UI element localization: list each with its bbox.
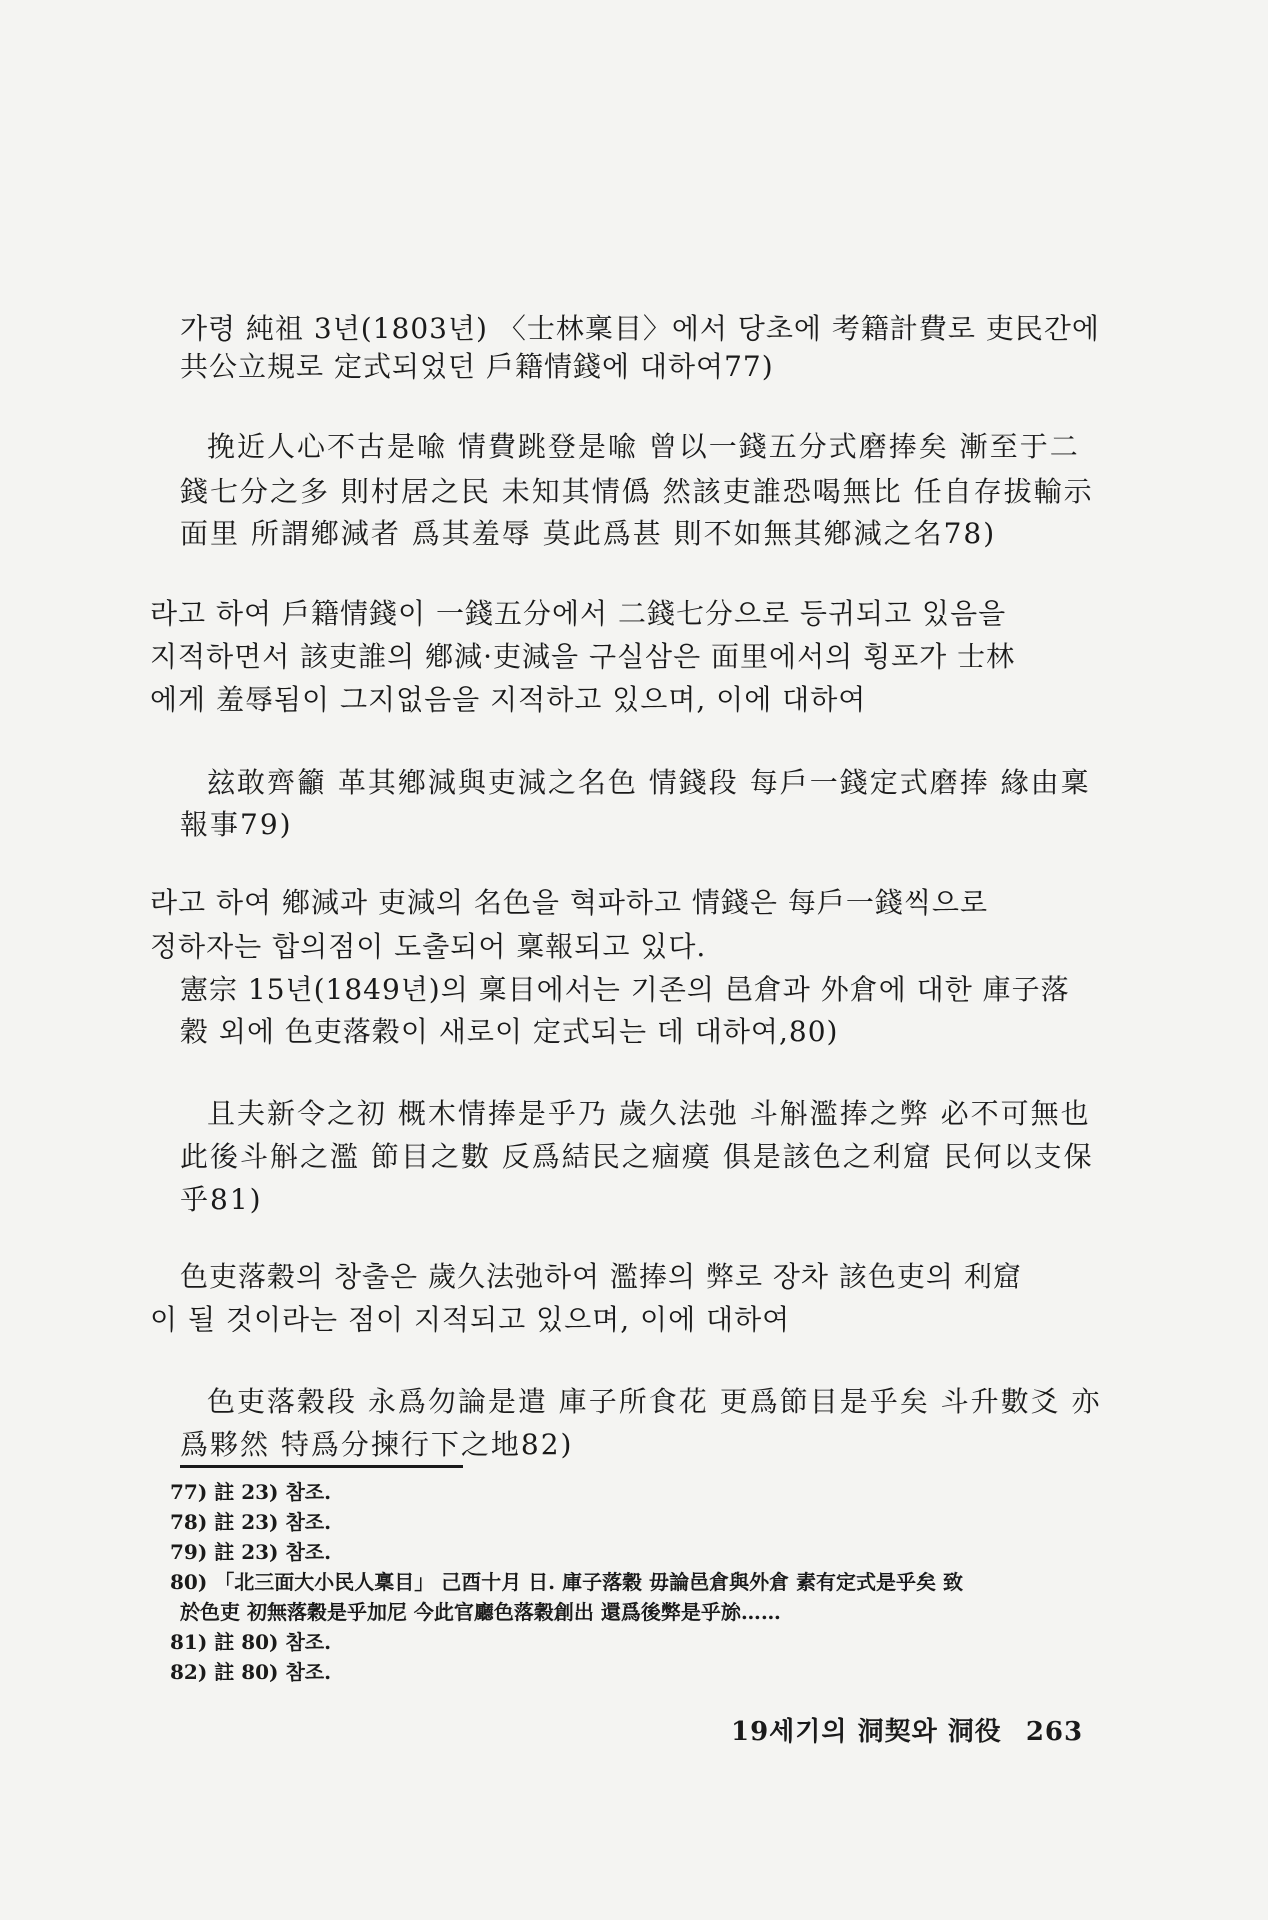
quote-text-line: 挽近人心不古是喩 情費跳登是喩 曾以一錢五分式磨捧矣 漸至于二 <box>207 430 1080 463</box>
body-text-line: 가령 純祖 3년(1803년) 〈士林稟目〉에서 당초에 考籍計費로 吏民간에 <box>180 312 1100 345</box>
footnote-line: 於色吏 初無落穀是乎加尼 今此官廳色落穀創出 還爲後弊是乎旀…… <box>180 1600 781 1624</box>
body-text-line: 라고 하여 戶籍情錢이 一錢五分에서 二錢七分으로 등귀되고 있음을 <box>150 597 1007 630</box>
quote-text-line: 玆敢齊籲 革其鄕減與吏減之名色 情錢段 每戶一錢定式磨捧 緣由稟 <box>207 766 1091 799</box>
body-text-line: 라고 하여 鄕減과 吏減의 名色을 혁파하고 情錢은 每戶一錢씩으로 <box>150 886 989 919</box>
quote-text-line: 面里 所謂鄕減者 爲其羞辱 莫此爲甚 則不如無其鄕減之名78) <box>180 517 997 550</box>
quote-text-line: 爲夥然 特爲分揀行下之地82) <box>180 1428 574 1461</box>
footnote-line: 80) 「北三面大小民人稟目」 己酉十月 日. 庫子落穀 毋論邑倉與外倉 素有定式是乎矣 致 <box>170 1570 963 1594</box>
quote-text-line: 且夫新令之初 概木情捧是乎乃 歲久法弛 斗斛濫捧之弊 必不可無也 <box>207 1097 1091 1130</box>
footnote-line: 77) 註 23) 참조. <box>170 1480 332 1504</box>
footnote-rule <box>180 1465 463 1468</box>
body-text-line: 에게 羞辱됨이 그지없음을 지적하고 있으며, 이에 대하여 <box>150 683 867 716</box>
body-text-line: 憲宗 15년(1849년)의 稟目에서는 기존의 邑倉과 外倉에 대한 庫子落 <box>180 973 1070 1006</box>
quote-text-line: 此後斗斛之濫 節目之數 反爲結民之痼瘼 俱是該色之利窟 民何以支保 <box>180 1140 1094 1173</box>
footnote-line: 79) 註 23) 참조. <box>170 1540 332 1564</box>
body-text-line: 共公立規로 定式되었던 戶籍情錢에 대하여77) <box>180 350 774 383</box>
footnote-line: 78) 註 23) 참조. <box>170 1510 332 1534</box>
page-footer <box>731 1711 1083 1748</box>
footnote-line: 82) 註 80) 참조. <box>170 1660 332 1684</box>
body-text-line: 色吏落穀의 창출은 歲久法弛하여 濫捧의 弊로 장차 該色吏의 利窟 <box>180 1260 1022 1293</box>
quote-text-line: 報事79) <box>180 808 293 841</box>
quote-text-line: 乎81) <box>180 1183 263 1216</box>
quote-text-line: 錢七分之多 則村居之民 未知其情僞 然該吏誰恐喝無比 任自存拔輸示 <box>180 475 1094 508</box>
body-text-line: 지적하면서 該吏誰의 鄕減·吏減을 구실삼은 面里에서의 횡포가 士林 <box>150 640 1016 673</box>
body-text-line: 穀 외에 色吏落穀이 새로이 定式되는 데 대하여,80) <box>180 1015 839 1048</box>
page-number: 263 <box>1025 1717 1084 1747</box>
footnote-line: 81) 註 80) 참조. <box>170 1630 332 1654</box>
body-text-line: 이 될 것이라는 점이 지적되고 있으며, 이에 대하여 <box>150 1303 791 1336</box>
quote-text-line: 色吏落穀段 永爲勿論是遣 庫子所食花 更爲節目是乎矣 斗升數爻 亦 <box>207 1385 1102 1418</box>
running-head: 19세기의 洞契와 洞役 <box>731 1717 1002 1747</box>
body-text-line: 정하자는 합의점이 도출되어 稟報되고 있다. <box>150 930 707 963</box>
